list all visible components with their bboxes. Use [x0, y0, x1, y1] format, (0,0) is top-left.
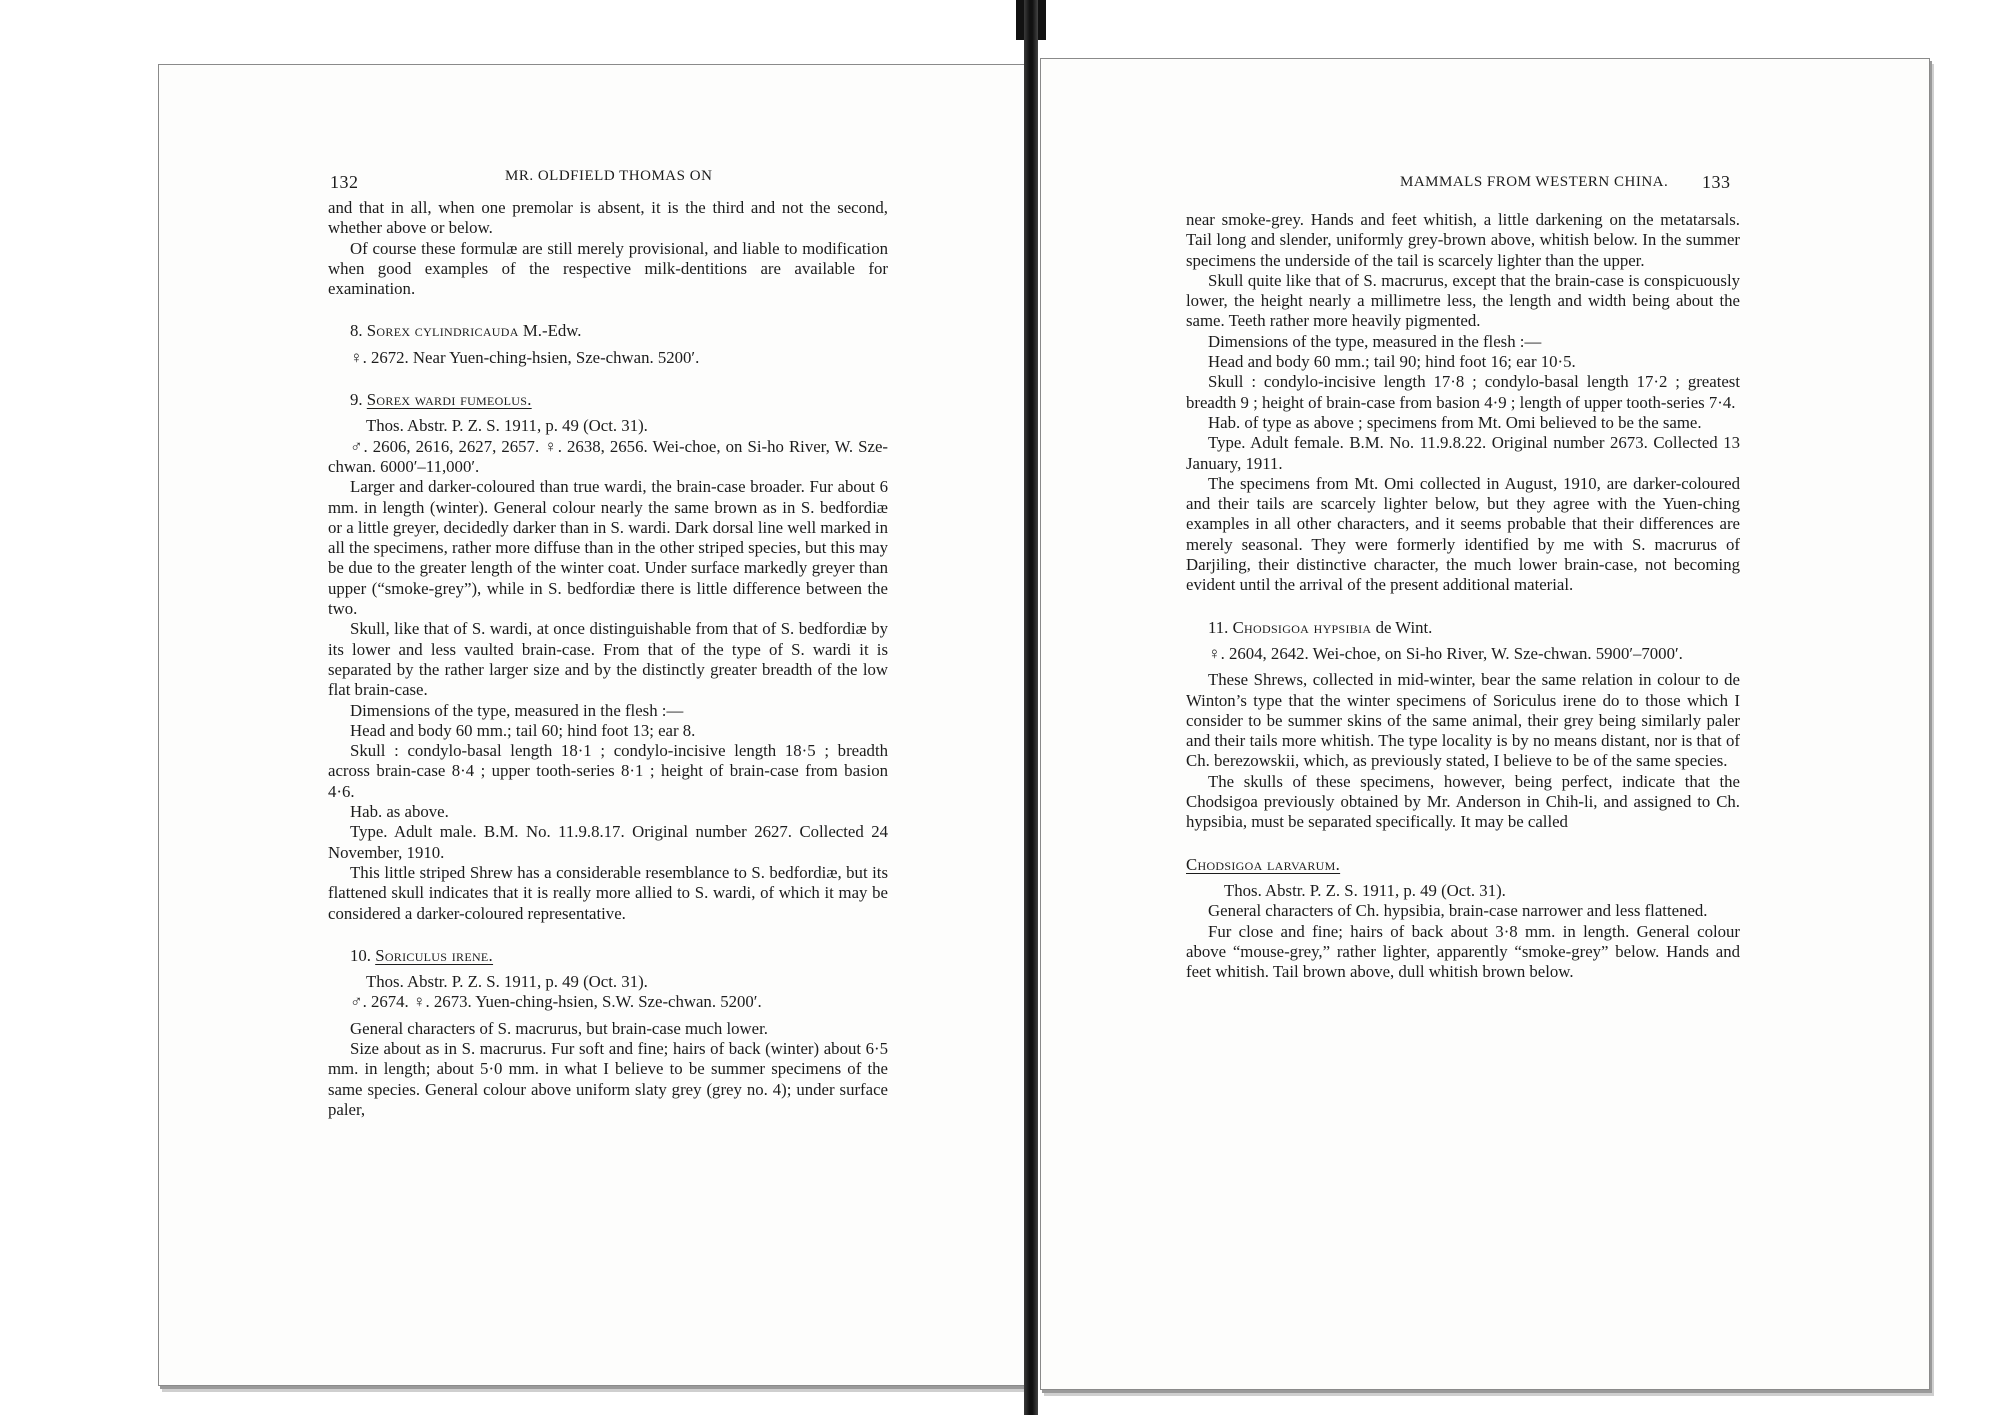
left-running-head: MR. OLDFIELD THOMAS ON — [505, 168, 713, 184]
paragraph: These Shrews, collected in mid-winter, bear the same relation in colour to de Winton’s type that the winter specimens of Soriculus irene do to those which I consider to be summer skins of the same animal, their grey being similarly paler and their tails more whitish. The type locality is by no means distant, nor is that of Ch. berezowskii, which, as previously stated, I believe to be of the same species. — [1186, 670, 1740, 771]
species-author: M.-Edw. — [522, 321, 582, 341]
paragraph: Hab. as above. — [350, 802, 449, 822]
paragraph: and that in all, when one premolar is absent, it is the third and not the second, whether above or below. — [328, 198, 888, 238]
paragraph: Dimensions of the type, measured in the flesh :— — [1208, 331, 1542, 351]
paragraph: Head and body 60 mm.; tail 60; hind foot 13; ear 8. — [350, 720, 696, 740]
species-number: 9. — [350, 390, 363, 410]
species-number: 11. — [1208, 617, 1229, 637]
species-number: 10. — [350, 945, 371, 965]
left-page-number: 132 — [330, 172, 359, 192]
paragraph: Skull quite like that of S. macrurus, except that the brain-case is conspicuously lower, the height nearly a millimetre less, the length and width being about the same. Teeth rather more heavily pigmented. — [1186, 270, 1740, 331]
species-name: Sorex wardi fumeolus. — [366, 390, 532, 410]
paragraph: General characters of S. macrurus, but brain-case much lower. — [350, 1018, 768, 1038]
specimen-record: ♀. 2604, 2642. Wei-choe, on Si-ho River, W. Sze-chwan. 5900′–7000′. — [1208, 643, 1683, 663]
paragraph: Hab. of type as above ; specimens from Mt. Omi believed to be the same. — [1208, 412, 1702, 432]
paragraph: Size about as in S. macrurus. Fur soft and fine; hairs of back (winter) about 6·5 mm. in length; about 5·0 mm. in what I believe to be summer specimens of the same species. General colour above uniform slaty grey (grey no. 4); under surface paler, — [328, 1038, 888, 1119]
citation: Thos. Abstr. P. Z. S. 1911, p. 49 (Oct. 31). — [1224, 880, 1506, 900]
species-name: Chodsigoa larvarum. — [1186, 854, 1341, 874]
paragraph: Type. Adult female. B.M. No. 11.9.8.22. Original number 2673. Collected 13 January, 1911. — [1186, 433, 1740, 473]
right-page-number: 133 — [1702, 172, 1731, 192]
citation: Thos. Abstr. P. Z. S. 1911, p. 49 (Oct. 31). — [366, 416, 648, 436]
book-gutter — [1024, 0, 1038, 1415]
paragraph: The skulls of these specimens, however, being perfect, indicate that the Chodsigoa previously obtained by Mr. Anderson in Chih-li, and assigned to Ch. hypsibia, must be separated specifically. It may be called — [1186, 771, 1740, 832]
species-heading-9 — [328, 390, 888, 410]
species-heading-new — [1186, 855, 1740, 875]
species-name: Sorex cylindricauda — [366, 321, 519, 341]
paragraph: This little striped Shrew has a considerable resemblance to S. bedfordiæ, but its flattened skull indicates that it is really more allied to S. wardi, of which it may be considered a darker-coloured representative. — [328, 862, 888, 923]
paragraph: Skull, like that of S. wardi, at once distinguishable from that of S. bedfordiæ by its lower and less vaulted brain-case. From that of the type of S. wardi it is separated by the rather larger size and by the distinctly greater breadth of the low flat brain-case. — [328, 619, 888, 700]
paragraph: The specimens from Mt. Omi collected in August, 1910, are darker-coloured and their tails are scarcely lighter below, but they agree with the Yuen-ching examples in all other characters, and it seems probable that their differences are merely seasonal. They were formerly identified by me with S. macrurus of Darjiling, their distinctive character, the much lower brain-case, not becoming evident until the arrival of the present additional material. — [1186, 473, 1740, 595]
paragraph: General characters of Ch. hypsibia, brain-case narrower and less flattened. — [1208, 901, 1708, 921]
specimen-record: ♂. 2606, 2616, 2627, 2657. ♀. 2638, 2656. Wei-choe, on Si-ho River, W. Sze-chwan. 6000′–11,000′. — [328, 436, 888, 476]
paragraph: near smoke-grey. Hands and feet whitish, a little darkening on the metatarsals. Tail long and slender, uniformly grey-brown above, whitish below. In the summer specimens the underside of the tail is scarcely lighter than the upper. — [1186, 210, 1740, 270]
paragraph: Head and body 60 mm.; tail 90; hind foot 16; ear 10·5. — [1208, 352, 1576, 372]
left-text-column — [328, 198, 888, 1120]
species-name: Chodsigoa hypsibia — [1232, 617, 1372, 637]
species-name: Soriculus irene. — [375, 945, 494, 965]
species-number: 8. — [350, 321, 363, 341]
specimen-record: ♂. 2674. ♀. 2673. Yuen-ching-hsien, S.W. Sze-chwan. 5200′. — [350, 992, 762, 1012]
paragraph: Dimensions of the type, measured in the flesh :— — [350, 700, 684, 720]
specimen-record: ♀. 2672. Near Yuen-ching-hsien, Sze-chwan. 5200′. — [350, 347, 700, 367]
citation: Thos. Abstr. P. Z. S. 1911, p. 49 (Oct. 31). — [366, 972, 648, 992]
paragraph: Larger and darker-coloured than true wardi, the brain-case broader. Fur about 6 mm. in length (winter). General colour nearly the same brown as in S. bedfordiæ or a little greyer, decidedly darker than in S. wardi. Dark dorsal line well marked in all the specimens, rather more diffuse than in the other striped species, but this may be due to the greater length of the winter coat. Under surface markedly greyer than upper (“smoke-grey”), while in S. bedfordiæ there is little difference between the two. — [328, 477, 888, 619]
right-running-head: MAMMALS FROM WESTERN CHINA. — [1400, 174, 1669, 190]
right-text-column — [1186, 210, 1740, 982]
paragraph: Of course these formulæ are still merely provisional, and liable to modification when good examples of the respective milk-dentitions are available for examination. — [328, 238, 888, 299]
paragraph: Fur close and fine; hairs of back about 3·8 mm. in length. General colour above “mouse-grey,” rather lighter, apparently “smoke-grey” below. Hands and feet whitish. Tail brown above, dull whitish brown below. — [1186, 921, 1740, 982]
species-heading-8 — [328, 321, 888, 341]
paragraph: Skull : condylo-basal length 18·1 ; condylo-incisive length 18·5 ; breadth across brain-case 8·4 ; upper tooth-series 8·1 ; height of brain-case from basion 4·6. — [328, 741, 888, 801]
species-author: de Wint. — [1375, 617, 1433, 637]
species-heading-10 — [328, 946, 888, 966]
species-heading-11 — [1186, 618, 1740, 638]
paragraph: Type. Adult male. B.M. No. 11.9.8.17. Original number 2627. Collected 24 November, 1910. — [328, 822, 888, 862]
paragraph: Skull : condylo-incisive length 17·8 ; condylo-basal length 17·2 ; greatest breadth 9 ; height of brain-case from basion 4·9 ; length of upper tooth-series 7·4. — [1186, 372, 1740, 412]
